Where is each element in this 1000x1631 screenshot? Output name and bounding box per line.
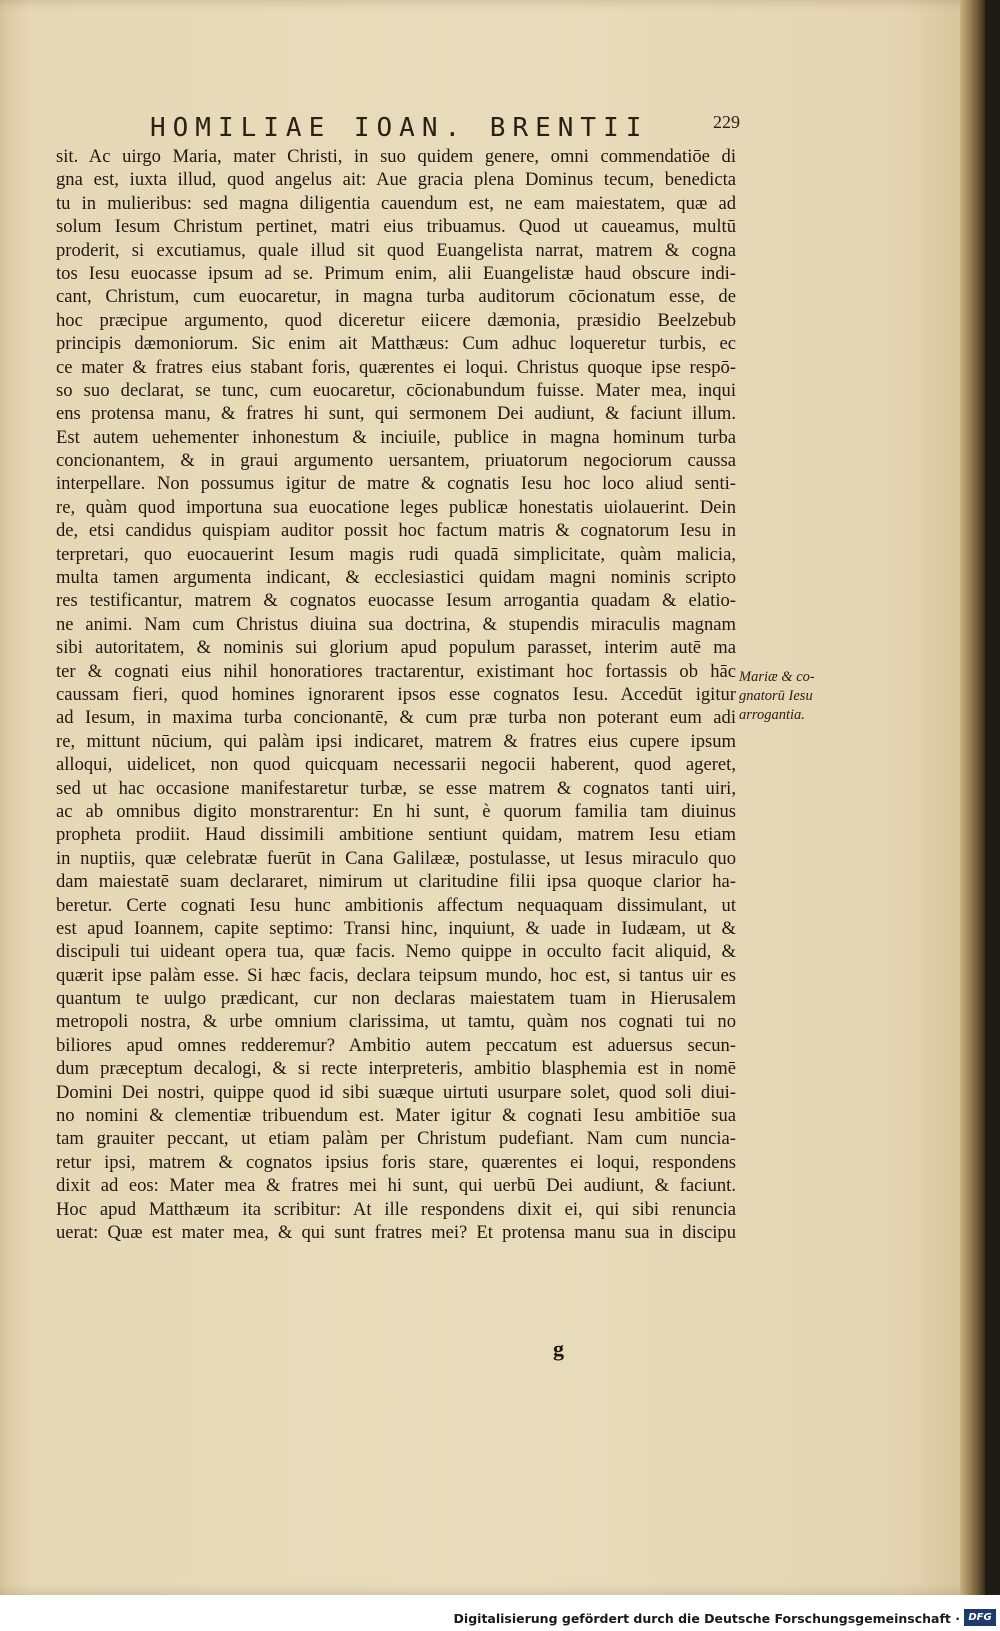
text-line: sit. Ac uirgo Maria, mater Christi, in suo quidem genere, omni commendatiōe di — [56, 146, 736, 167]
margin-note-line: Mariæ & co- — [739, 669, 815, 685]
text-line: discipuli tui uideant opera tua, quæ facis. Nemo quippe in occulto facit aliquid, & — [56, 941, 736, 963]
text-line: in nuptiis, quæ celebratæ fuerūt in Cana Galilææ, postulasse, ut Iesus miraculo quo — [56, 847, 736, 869]
page-number: 229 — [713, 112, 740, 132]
text-line: so suo declarat, se tunc, cum euocaretur, cōcionabundum fuisse. Mater mea, inqui — [56, 379, 736, 401]
text-line: interpellare. Non possumus igitur de matre & cognatis Iesu hoc loco aliud senti- — [56, 473, 736, 495]
text-line: re, mittunt nūcium, qui palàm ipsi indicaret, matrem & fratres eius cupere ipsum — [56, 730, 736, 752]
text-line: alloqui, uidelicet, non quod quicquam necessarii negocii haberent, quod ageret, — [56, 754, 736, 776]
text-line: multa tamen argumenta indicant, & ecclesiastici quidam magni nominis scripto — [56, 567, 736, 589]
text-line: dixit ad eos: Mater mea & fratres mei hi sunt, qui uerbū Dei audiunt, & faciunt. — [56, 1175, 736, 1197]
text-line: gna est, iuxta illud, quod angelus ait: Aue gracia plena Dominus tecum, benedicta — [56, 169, 736, 191]
text-line: cant, Christum, cum euocaretur, in magna turba auditorum cōcionatum esse, de — [56, 286, 736, 308]
text-line: beretur. Certe cognati Iesu hunc ambitionis affectum nequaquam dissimulant, ut — [56, 894, 736, 916]
dfg-logo — [964, 1609, 996, 1626]
text-line: Est autem uehementer inhonestum & inciuile, publice in magna hominum turba — [56, 426, 736, 448]
running-head: HOMILIAE IOAN. BRENTII — [150, 113, 649, 143]
margin-note-line: arrogantia. — [739, 707, 805, 723]
dfg-logo-text: DFG — [968, 1612, 992, 1623]
text-line: proderit, si excutiamus, quale illud sit quod Euangelista narrat, matrem & cogna — [56, 239, 736, 261]
funding-notice: Digitalisierung gefördert durch die Deutsche Forschungsgemeinschaft · — [453, 1611, 960, 1626]
text-line: sibi autoritatem, & nominis sui glorium apud populum parasset, interim autē ma — [56, 637, 736, 659]
text-line: terpretari, quo euocauerint Iesum magis rudi quadā simplicitate, quàm malicia, — [56, 543, 736, 565]
text-line: principis dæmoniorum. Sic enim ait Matthæus: Cum adhuc loqueretur turbis, ec — [56, 333, 736, 355]
text-line: retur ipsi, matrem & cognatos ipsius foris stare, quærentes ei loqui, respondens — [56, 1151, 736, 1173]
text-line: quærit ipse palàm esse. Si hæc facis, declara teipsum mundo, hoc est, si tantus uir es — [56, 964, 736, 986]
text-line: ce mater & fratres eius stabant foris, quærentes ei loqui. Christus quoque ipse respō- — [56, 356, 736, 378]
signature-mark: g — [553, 1336, 564, 1361]
scanner-background — [985, 0, 1000, 1595]
text-line: quantum te uulgo prædicant, cur non declaras maiestatem tuam in Hierusalem — [56, 988, 736, 1010]
text-line: uerat: Quæ est mater mea, & qui sunt fratres mei? Et protensa manu sua in discipu — [56, 1221, 736, 1243]
text-line: dum præceptum decalogi, & si recte interpreteris, ambitio blasphemia est in nomē — [56, 1058, 736, 1080]
text-line: propheta prodiit. Haud dissimili ambitione sentiunt quidam, matrem Iesu etiam — [56, 824, 736, 846]
text-line: ne animi. Nam cum Christus diuina sua doctrina, & stupendis miraculis magnam — [56, 613, 736, 635]
text-line: res testificantur, matrem & cognatos euocasse Iesum arrogantia quadam & elatio- — [56, 590, 736, 612]
text-line: ter & cognati eius nihil honoratiores tractarentur, existimant hoc fortassis ob hāc — [56, 660, 736, 682]
text-line: ad Iesum, in maxima turba concionantē, & cum præ turba non poterant eum adi — [56, 707, 736, 729]
text-line: solum Iesum Christum pertinet, matri eius tribuamus. Quod ut caueamus, multū — [56, 216, 736, 238]
text-line: sed ut hac occasione manifestaretur turbæ, se esse matrem & cognatos tanti uiri, — [56, 777, 736, 799]
text-line: Hoc apud Matthæum ita scribitur: At ille respondens dixit ei, qui sibi renuncia — [56, 1198, 736, 1220]
page-edge — [960, 0, 985, 1595]
text-line: ens protensa manu, & fratres hi sunt, qui sermonem Dei audiunt, & faciunt illum. — [56, 403, 736, 425]
text-line: concionantem, & in graui argumento uersantem, priuatorum negociorum caussa — [56, 450, 736, 472]
text-line: hoc præcipue argumento, quod diceretur eiicere dæmonia, præsidio Beelzebub — [56, 309, 736, 331]
body-text — [56, 145, 736, 1244]
margin-note — [739, 668, 829, 725]
text-line: tu in mulieribus: sed magna diligentia cauendum est, ne eam maiestatem, quæ ad — [56, 192, 736, 214]
margin-note-line: gnatorū Iesu — [739, 688, 813, 704]
text-line: re, quàm quod importuna sua euocatione leges publicæ honestatis uiolauerint. Dein — [56, 496, 736, 518]
text-line: est apud Ioannem, capite septimo: Transi hinc, inquiunt, & uade in Iudæam, ut & — [56, 917, 736, 939]
text-line: dam maiestatē suam declararet, nimirum ut claritudine filii ipsa quoque clarior ha- — [56, 871, 736, 893]
text-line: tam grauiter peccant, ut etiam palàm per Christum pudefiant. Nam cum nuncia- — [56, 1128, 736, 1150]
text-line: metropoli nostra, & urbe omnium clarissima, ut tamtu, quàm nos cognati tui no — [56, 1011, 736, 1033]
text-line: tos Iesu euocasse ipsum ad se. Primum enim, alii Euangelistæ haud obscure indi- — [56, 262, 736, 284]
text-line: no nomini & clementiæ tribuendum est. Mater igitur & cognati Iesu ambitiōe sua — [56, 1105, 736, 1127]
text-line: Domini Dei nostri, quippe quod id sibi suæque uirtuti usurpare solet, quod soli diui- — [56, 1081, 736, 1103]
text-line: biliores apud omnes redderemur? Ambitio autem peccatum est aduersus secun- — [56, 1034, 736, 1056]
text-line: ac ab omnibus digito monstrarentur: En hi sunt, è quorum familia tam diuinus — [56, 800, 736, 822]
footer — [0, 1595, 1000, 1631]
text-line: de, etsi candidus quispiam auditor possit hoc factum matris & cognatorum Iesu in — [56, 520, 736, 542]
text-line: caussam fieri, quod homines ignorarent ipsos esse cognatos Iesu. Accedūt igitur — [56, 683, 736, 705]
